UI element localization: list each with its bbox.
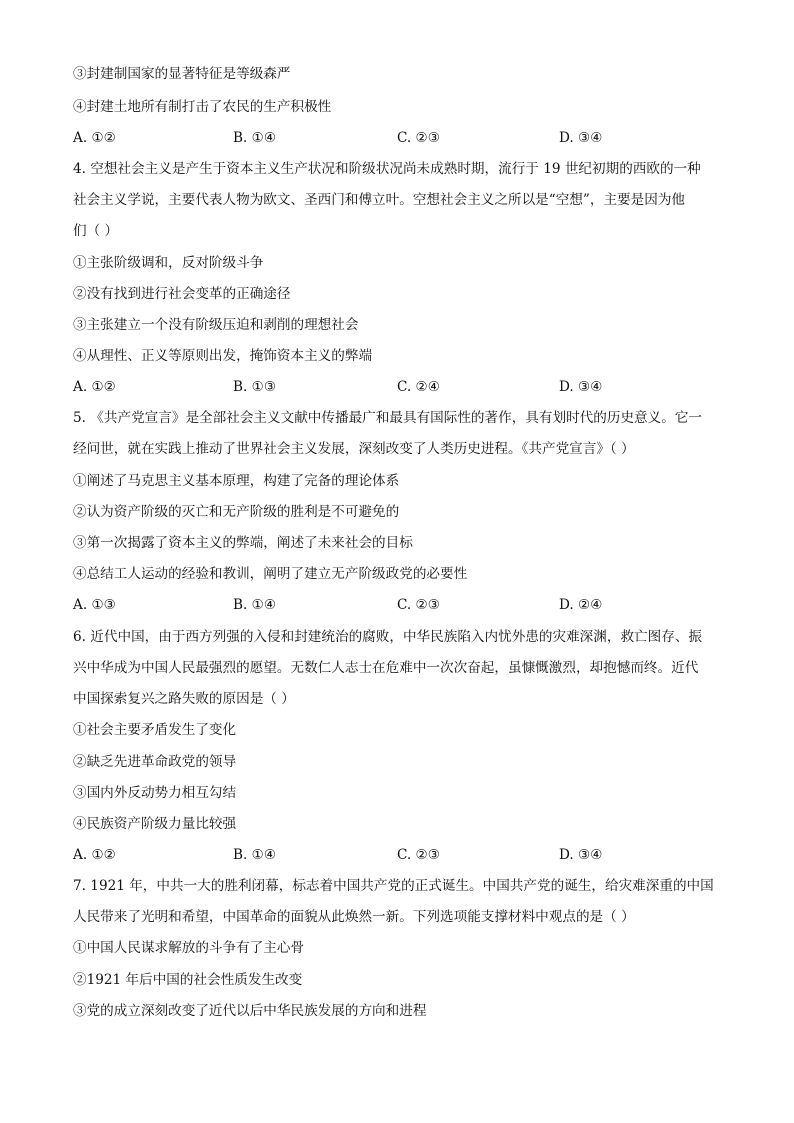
q5-option-a: A. ①③ xyxy=(73,597,116,613)
q6-choice-4: ④民族资产阶级力量比较强 xyxy=(73,816,237,832)
q6-option-c: C. ②③ xyxy=(397,847,440,863)
q5-stem-line-1: 5. 《共产党宣言》是全部社会主义文献中传播最广和最具有国际性的著作，具有划时代的历史意义。它一 xyxy=(73,410,703,426)
q6-answer-options xyxy=(73,849,733,865)
q5-option-b: B. ①④ xyxy=(233,597,277,613)
q4-choice-4: ④从理性、正义等原则出发，掩饰资本主义的弊端 xyxy=(73,348,373,364)
q3-option-a: A. ①② xyxy=(73,130,116,146)
q4-choice-3: ③主张建立一个没有阶级压迫和剥削的理想社会 xyxy=(73,317,359,333)
q4-choice-2: ②没有找到进行社会变革的正确途径 xyxy=(73,286,291,302)
q6-choice-2: ②缺乏先进革命政党的领导 xyxy=(73,754,237,770)
q5-option-d: D. ②④ xyxy=(559,597,603,613)
q6-option-a: A. ①② xyxy=(73,847,116,863)
q3-option-b: B. ①④ xyxy=(233,130,277,146)
q6-option-b: B. ①④ xyxy=(233,847,277,863)
q5-option-c: C. ②③ xyxy=(397,597,440,613)
q6-stem-line-1: 6. 近代中国，由于西方列强的入侵和封建统治的腐败，中华民族陷入内忧外患的灾难深渊，救亡图存、振 xyxy=(73,629,703,645)
q6-stem-line-2: 兴中华成为中国人民最强烈的愿望。无数仁人志士在危难中一次次奋起，虽慷慨激烈，却抱憾而终。近代 xyxy=(73,660,699,676)
q4-option-b: B. ①③ xyxy=(233,379,277,395)
q3-option-c: C. ②③ xyxy=(397,130,440,146)
q7-stem-line-2: 人民带来了光明和希望，中国革命的面貌从此焕然一新。下列选项能支撑材料中观点的是（ ） xyxy=(73,909,635,925)
q6-stem-line-3: 中国探索复兴之路失败的原因是（ ） xyxy=(73,691,295,707)
q4-stem-line-3: 们（ ） xyxy=(73,223,119,239)
q6-choice-3: ③国内外反动势力相互勾结 xyxy=(73,785,237,801)
q4-option-a: A. ①② xyxy=(73,379,116,395)
q3-option-d: D. ③④ xyxy=(559,130,603,146)
q4-stem-line-2: 社会主义学说，主要代表人物为欧文、圣西门和傅立叶。空想社会主义之所以是“空想”，主要是因为他 xyxy=(73,192,686,208)
q3-answer-options xyxy=(73,132,733,148)
q4-option-c: C. ②④ xyxy=(397,379,440,395)
q5-answer-options xyxy=(73,599,733,615)
q7-stem-line-1: 7. 1921 年，中共一大的胜利闭幕，标志着中国共产党的正式诞生。中国共产党的诞生，给灾难深重的中国 xyxy=(73,878,714,894)
q7-choice-3: ③党的成立深刻改变了近代以后中华民族发展的方向和进程 xyxy=(73,1003,427,1019)
q5-choice-4: ④总结工人运动的经验和教训，阐明了建立无产阶级政党的必要性 xyxy=(73,566,468,582)
q6-choice-1: ①社会主要矛盾发生了变化 xyxy=(73,722,237,738)
q4-choice-1: ①主张阶级调和，反对阶级斗争 xyxy=(73,255,264,271)
q5-stem-line-2: 经问世，就在实践上推动了世界社会主义发展，深刻改变了人类历史进程。《共产党宣言》（ ） xyxy=(73,441,635,457)
q5-choice-3: ③第一次揭露了资本主义的弊端，阐述了未来社会的目标 xyxy=(73,535,413,551)
q7-choice-2: ②1921 年后中国的社会性质发生改变 xyxy=(73,972,303,988)
q3-choice-3: ③封建制国家的显著特征是等级森严 xyxy=(73,66,291,82)
q7-choice-1: ①中国人民谋求解放的斗争有了主心骨 xyxy=(73,940,305,956)
q6-option-d: D. ③④ xyxy=(559,847,603,863)
q4-stem-line-1: 4. 空想社会主义是产生于资本主义生产状况和阶级状况尚未成熟时期，流行于 19 世纪初期的西欧的一种 xyxy=(73,161,701,177)
q3-choice-4: ④封建土地所有制打击了农民的生产积极性 xyxy=(73,99,332,115)
q4-option-d: D. ③④ xyxy=(559,379,603,395)
q4-answer-options xyxy=(73,381,733,397)
q5-choice-1: ①阐述了马克思主义基本原理，构建了完备的理论体系 xyxy=(73,473,400,489)
q5-choice-2: ②认为资产阶级的灭亡和无产阶级的胜利是不可避免的 xyxy=(73,504,400,520)
